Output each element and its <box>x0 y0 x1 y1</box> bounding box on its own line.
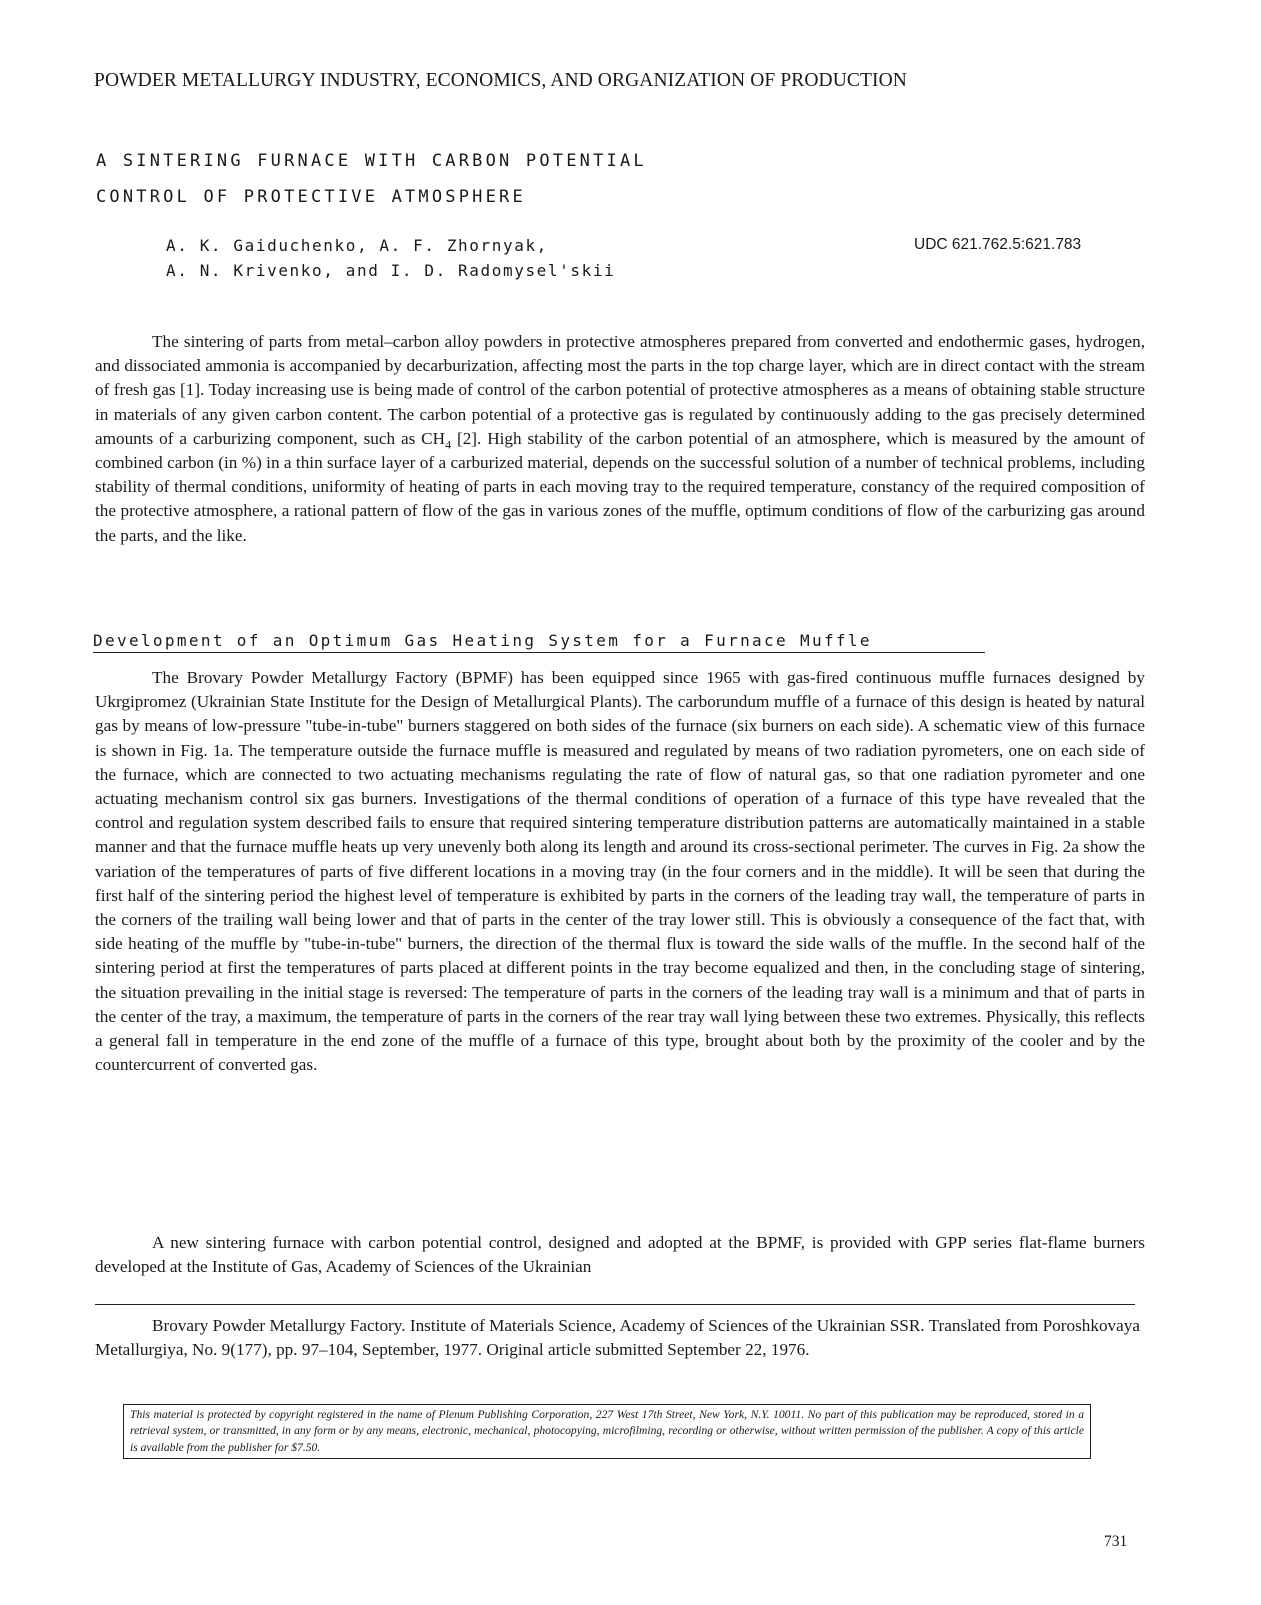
authors-line-1: A. K. Gaiduchenko, A. F. Zhornyak, <box>166 236 548 255</box>
article-title-line-2: CONTROL OF PROTECTIVE ATMOSPHERE <box>96 187 526 207</box>
paragraph-1-text-a: The sintering of parts from metal–carbon alloy powders in protective atmospheres prepared from converted and endothermic gases, hydrogen, and dissociated ammonia is accompanied by decarburization, affecting most the parts in the top charge layer, which are in direct contact with the stream of fresh gas [1]. Today increasing use is being made of control of the carbon potential of protective atmospheres as a means of obtaining stable structure in materials of any given carbon content. The carbon potential of a protective gas is regulated by continuously adding to the gas precisely determined amounts of a carburizing component, such as CH <box>95 332 1145 448</box>
page-number: 731 <box>1104 1533 1128 1550</box>
body-paragraph-2: The Brovary Powder Metallurgy Factory (BPMF) has been equipped since 1965 with gas-fired continuous muffle furnaces designed by Ukrgipromez (Ukrainian State Institute for the Design of Metallurgical Plants). The carborundum muffle of a furnace of this design is heated by natural gas by means of low-pressure "tube-in-tube" burners staggered on both sides of the furnace (six burners on each side). A schematic view of this furnace is shown in Fig. 1a. The temperature outside the furnace muffle is measured and regulated by means of two radiation pyrometers, one on each side of the furnace, which are connected to two actuating mechanisms regulating the rate of flow of natural gas, so that one radiation pyrometer and one actuating mechanism control six gas burners. Investigations of the thermal conditions of operation of a furnace of this type have revealed that the control and regulation system described fails to ensure that required sintering temperature distribution patterns are automatically maintained in a stable manner and that the furnace muffle heats up very unevenly both along its length and around its cross-sectional perimeter. The curves in Fig. 2a show the variation of the temperatures of parts of five different locations in a moving tray (in the four corners and in the middle). It will be seen that during the first half of the sintering period the highest level of temperature is exhibited by parts in the corners of the leading tray wall, the temperature of parts in the corners of the trailing wall being lower and that of parts in the center of the tray lower still. This is obviously a consequence of the fact that, with side heating of the muffle by "tube-in-tube" burners, the direction of the thermal flux is toward the side walls of the muffle. In the second half of the sintering period at first the temperatures of parts placed at different points in the tray become equalized and then, in the concluding stage of sintering, the situation prevailing in the initial stage is reversed: The temperature of parts in the corners of the leading tray wall is a minimum and that of parts in the center of the tray, a maximum, the temperature of parts in the corners of the rear tray wall lying between these two extremes. Physically, this reflects a general fall in temperature in the end zone of the muffle of a furnace of this type, brought about both by the proximity of the cooler and by the countercurrent of converted gas. <box>95 668 1145 1075</box>
body-paragraph-1 <box>95 330 1145 548</box>
section-subheading: Development of an Optimum Gas Heating System for a Furnace Muffle <box>93 630 985 653</box>
paragraph-1-text-b: [2]. High stability of the carbon potential of an atmosphere, which is measured by the amount of combined carbon (in %) in a thin surface layer of a carburized material, depends on the successful solution of a number of technical problems, including stability of thermal conditions, uniformity of heating of parts in each moving tray to the required temperature, constancy of the required composition of the protective atmosphere, a rational pattern of flow of the gas in various zones of the muffle, optimum conditions of flow of the carburizing gas around the parts, and the like. <box>95 428 1145 545</box>
udc-code: UDC 621.762.5:621.783 <box>914 236 1082 253</box>
footnote-divider <box>95 1304 1135 1305</box>
copyright-notice: This material is protected by copyright registered in the name of Plenum Publishing Corporation, 227 West 17th Street, New York, N.Y. 10011. No part of this publication may be reproduced, stored in a retrieval system, or transmitted, in any form or by any means, electronic, mechanical, photocopying, microfilming, recording or otherwise, without written permission of the publisher. A copy of this article is available from the publisher for $7.50. <box>123 1404 1091 1459</box>
body-paragraph-3: A new sintering furnace with carbon potential control, designed and adopted at the BPMF, is provided with GPP series flat-flame burners developed at the Institute of Gas, Academy of Sciences of the Ukrainian <box>95 1233 1145 1277</box>
authors-line-2: A. N. Krivenko, and I. D. Radomysel'skii <box>166 261 616 280</box>
affiliation-footnote: Brovary Powder Metallurgy Factory. Institute of Materials Science, Academy of Sciences of the Ukrainian SSR. Translated from Poroshkovaya Metallurgiya, No. 9(177), pp. 97–104, September, 1977. Original article submitted September 22, 1976. <box>95 1316 1140 1359</box>
paragraph-1-subscript: 4 <box>445 437 452 452</box>
article-title-line-1: A SINTERING FURNACE WITH CARBON POTENTIAL <box>96 151 647 171</box>
section-header: POWDER METALLURGY INDUSTRY, ECONOMICS, AND ORGANIZATION OF PRODUCTION <box>94 70 907 91</box>
